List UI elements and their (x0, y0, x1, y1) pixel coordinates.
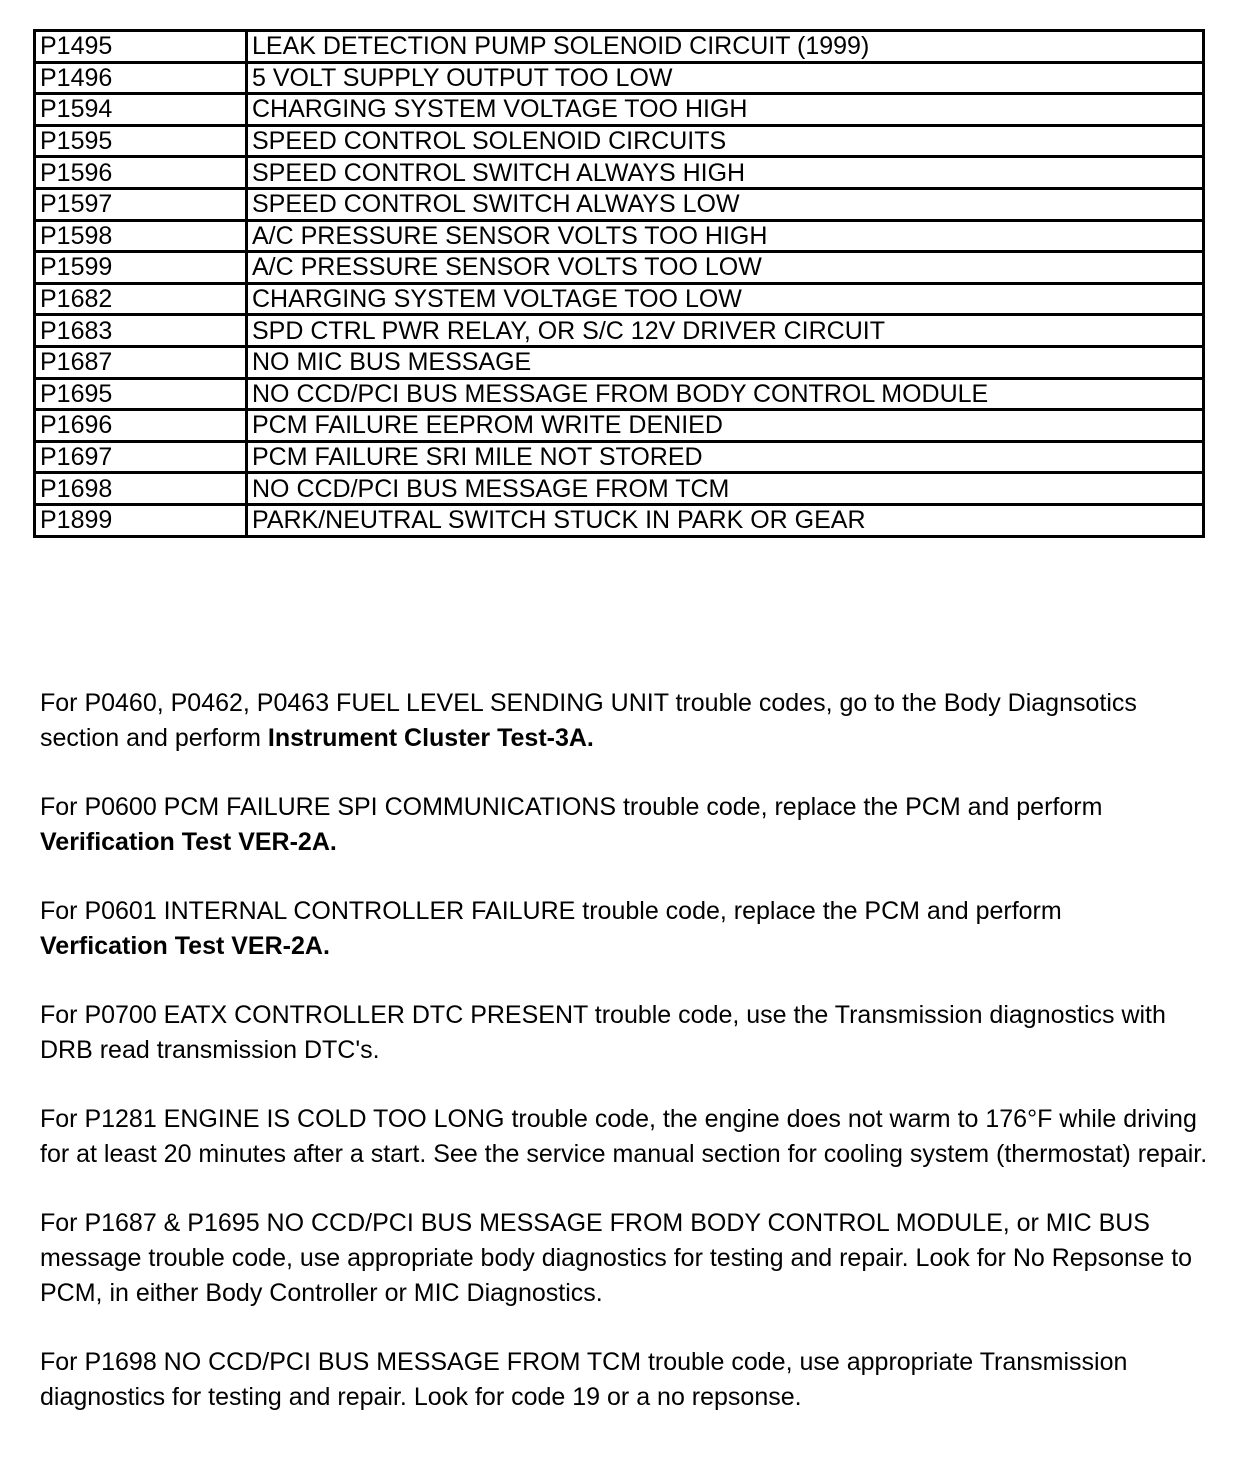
dtc-code-cell: P1697 (35, 441, 247, 473)
note-test-reference: Verification Test VER-2A. (40, 828, 337, 856)
note-text: For P1687 & P1695 NO CCD/PCI BUS MESSAGE FROM BODY CONTROL MODULE, or MIC BUS message trouble code, use appropriate body diagnostics for testing and repair. Look for No Repsonse to PCM, in either Body Controller or MIC Diagnostics. (40, 1209, 1193, 1307)
table-row (35, 283, 1204, 315)
dtc-code-cell: P1682 (35, 283, 247, 315)
table-row (35, 473, 1204, 505)
table-row (35, 315, 1204, 347)
table-row (35, 504, 1204, 536)
dtc-code-cell: P1596 (35, 157, 247, 189)
dtc-code-cell: P1683 (35, 315, 247, 347)
table-row (35, 441, 1204, 473)
dtc-description-cell: A/C PRESSURE SENSOR VOLTS TOO LOW (247, 252, 1204, 284)
table-row (35, 125, 1204, 157)
dtc-code-cell: P1495 (35, 31, 247, 63)
dtc-description-cell: LEAK DETECTION PUMP SOLENOID CIRCUIT (1999) (247, 31, 1204, 63)
note-paragraph (40, 894, 1220, 964)
dtc-description-cell: CHARGING SYSTEM VOLTAGE TOO HIGH (247, 94, 1204, 126)
table-row (35, 220, 1204, 252)
dtc-code-cell: P1599 (35, 252, 247, 284)
dtc-description-cell: NO CCD/PCI BUS MESSAGE FROM BODY CONTROL MODULE (247, 378, 1204, 410)
note-text: For P0460, P0462, P0463 FUEL LEVEL SENDING UNIT trouble codes, go to the Body Diagnsotics section and perform (40, 689, 1137, 752)
table-row (35, 252, 1204, 284)
table-row (35, 94, 1204, 126)
note-test-reference: Instrument Cluster Test-3A. (267, 724, 594, 752)
dtc-description-cell: NO MIC BUS MESSAGE (247, 346, 1204, 378)
table-row (35, 188, 1204, 220)
dtc-code-cell: P1496 (35, 62, 247, 94)
dtc-code-cell: P1899 (35, 504, 247, 536)
note-text: For P0600 PCM FAILURE SPI COMMUNICATIONS trouble code, replace the PCM and perform (40, 793, 1103, 821)
table-row (35, 157, 1204, 189)
dtc-description-cell: SPEED CONTROL SWITCH ALWAYS LOW (247, 188, 1204, 220)
dtc-code-cell: P1597 (35, 188, 247, 220)
note-text: For P0601 INTERNAL CONTROLLER FAILURE trouble code, replace the PCM and perform (40, 897, 1062, 925)
table-row (35, 410, 1204, 442)
dtc-code-cell: P1695 (35, 378, 247, 410)
dtc-description-cell: CHARGING SYSTEM VOLTAGE TOO LOW (247, 283, 1204, 315)
note-paragraph (40, 790, 1220, 860)
note-test-reference: Verfication Test VER-2A. (40, 932, 330, 960)
dtc-table-body (35, 31, 1204, 537)
dtc-description-cell: A/C PRESSURE SENSOR VOLTS TOO HIGH (247, 220, 1204, 252)
dtc-code-cell: P1698 (35, 473, 247, 505)
dtc-code-cell: P1595 (35, 125, 247, 157)
dtc-code-cell: P1687 (35, 346, 247, 378)
dtc-description-cell: PARK/NEUTRAL SWITCH STUCK IN PARK OR GEAR (247, 504, 1204, 536)
table-row (35, 31, 1204, 63)
dtc-code-table (33, 29, 1205, 538)
dtc-code-cell: P1696 (35, 410, 247, 442)
note-paragraph (40, 998, 1220, 1068)
note-paragraph (40, 686, 1220, 756)
note-text: For P1698 NO CCD/PCI BUS MESSAGE FROM TCM trouble code, use appropriate Transmission diagnostics for testing and repair. Look for code 19 or a no repsonse. (40, 1348, 1128, 1411)
note-text: For P0700 EATX CONTROLLER DTC PRESENT trouble code, use the Transmission diagnostics with DRB read transmission DTC's. (40, 1001, 1166, 1064)
dtc-description-cell: PCM FAILURE SRI MILE NOT STORED (247, 441, 1204, 473)
dtc-code-cell: P1594 (35, 94, 247, 126)
dtc-description-cell: 5 VOLT SUPPLY OUTPUT TOO LOW (247, 62, 1204, 94)
note-paragraph (40, 1102, 1220, 1172)
dtc-description-cell: SPEED CONTROL SOLENOID CIRCUITS (247, 125, 1204, 157)
note-text: For P1281 ENGINE IS COLD TOO LONG trouble code, the engine does not warm to 176°F while driving for at least 20 minutes after a start. See the service manual section for cooling system (thermostat) repair. (40, 1105, 1208, 1168)
diagnostic-notes (40, 686, 1220, 1449)
table-row (35, 378, 1204, 410)
dtc-description-cell: SPEED CONTROL SWITCH ALWAYS HIGH (247, 157, 1204, 189)
dtc-description-cell: PCM FAILURE EEPROM WRITE DENIED (247, 410, 1204, 442)
table-row (35, 346, 1204, 378)
note-paragraph (40, 1345, 1220, 1415)
dtc-code-cell: P1598 (35, 220, 247, 252)
dtc-description-cell: SPD CTRL PWR RELAY, OR S/C 12V DRIVER CIRCUIT (247, 315, 1204, 347)
dtc-description-cell: NO CCD/PCI BUS MESSAGE FROM TCM (247, 473, 1204, 505)
note-paragraph (40, 1206, 1220, 1311)
table-row (35, 62, 1204, 94)
